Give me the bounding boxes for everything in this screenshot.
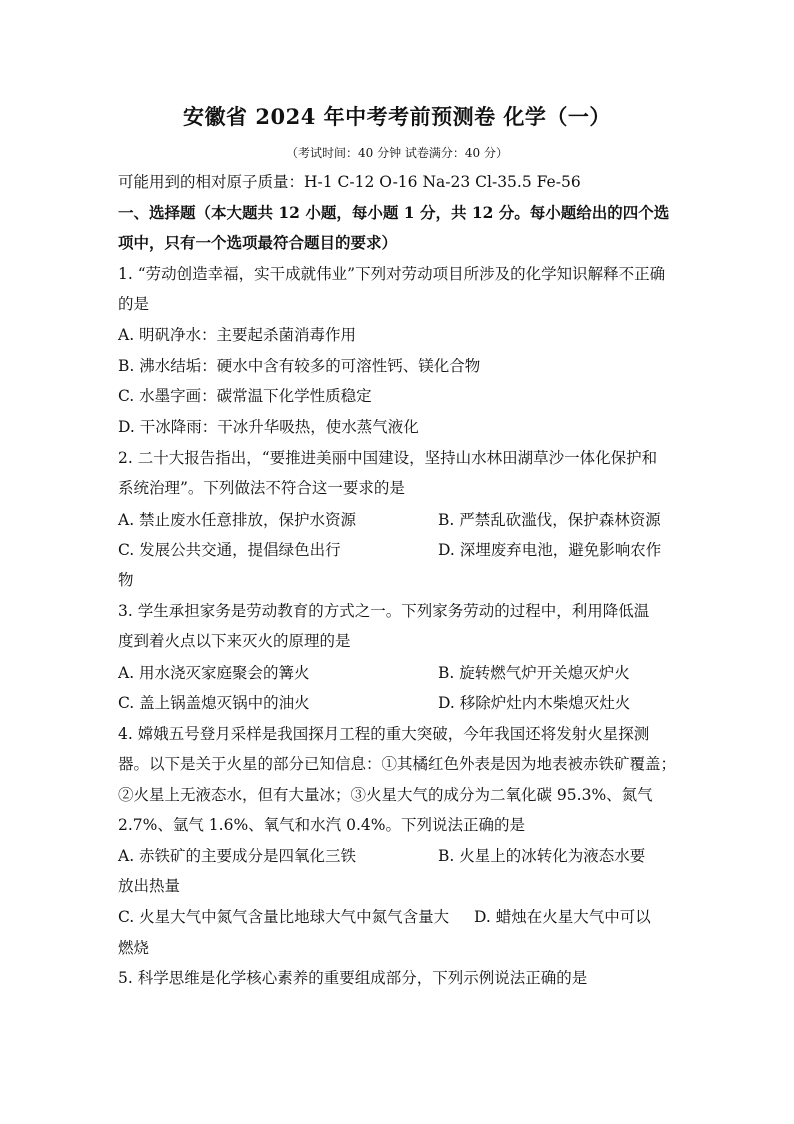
section-heading-line1: 一、选择题（本大题共 12 小题，每小题 1 分，共 12 分。每小题给出的四个选 [118,203,670,222]
q4-option-a: A. 赤铁矿的主要成分是四氧化三铁 [118,847,357,865]
q2-stem-line1: 2. 二十大报告指出，“要推进美丽中国建设，坚持山水林田湖草沙一体化保护和 [118,449,658,467]
q3-stem-line1: 3. 学生承担家务是劳动教育的方式之一。下列家务劳动的过程中，利用降低温 [118,602,650,620]
q4-stem-line1: 4. 嫦娥五号登月采样是我国探月工程的重大突破，今年我国还将发射火星探测 [118,725,650,743]
q1-option-b: B. 沸水结垢：硬水中含有较多的可溶性钙、镁化合物 [118,357,481,375]
q3-option-c: C. 盖上锅盖熄灭锅中的油火 [118,694,310,712]
section-heading-line2: 项中，只有一个选项最符合题目的要求） [118,233,398,252]
q4-stem-line4: 2.7%、氩气 1.6%、氧气和水汽 0.4%。下列说法正确的是 [118,816,525,834]
q2-stem-line2: 系统治理”。下列做法不符合这一要求的是 [118,479,405,497]
q4-stem-line3: ②火星上无液态水，但有大量冰；③火星大气的成分为二氧化碳 95.3%、氮气 [118,786,653,804]
q3-option-b: B. 旋转燃气炉开关熄灭炉火 [438,664,630,682]
q3-option-d: D. 移除炉灶内木柴熄灭灶火 [438,694,631,712]
q3-option-a: A. 用水浇灭家庭聚会的篝火 [118,664,310,682]
q2-option-a: A. 禁止废水任意排放，保护水资源 [118,511,357,529]
q4-option-b: B. 火星上的冰转化为液态水要 [438,847,646,865]
q4-option-d-cont: 燃烧 [118,939,150,957]
q1-option-c: C. 水墨字画：碳常温下化学性质稳定 [118,387,372,405]
q4-stem-line2: 器。以下是关于火星的部分已知信息：①其橘红色外表是因为地表被赤铁矿覆盖； [118,755,677,773]
q4-option-b-cont: 放出热量 [118,877,181,895]
page-title: 安徽省 2024 年中考考前预测卷 化学（一） [183,104,611,129]
q4-option-c: C. 火星大气中氮气含量比地球大气中氮气含量大 [118,908,450,926]
q2-option-c: C. 发展公共交通，提倡绿色出行 [118,541,341,559]
q1-stem-line1: 1. “劳动创造幸福，实干成就伟业”下列对劳动项目所涉及的化学知识解释不正确 [118,265,666,283]
atomic-masses: 可能用到的相对原子质量：H-1 C-12 O-16 Na-23 Cl-35.5 Fe-56 [118,173,581,191]
q1-option-d: D. 干冰降雨：干冰升华吸热，使水蒸气液化 [118,418,419,436]
q2-option-b: B. 严禁乱砍滥伐，保护森林资源 [438,511,661,529]
q3-stem-line2: 度到着火点以下来灭火的原理的是 [118,632,351,650]
q2-option-d-cont: 物 [118,571,134,589]
q1-option-a: A. 明矾净水：主要起杀菌消毒作用 [118,326,357,344]
q2-option-d: D. 深埋废弃电池，避免影响农作 [438,541,662,559]
q1-stem-line2: 的是 [118,295,150,313]
q5-stem-line1: 5. 科学思维是化学核心素养的重要组成部分，下列示例说法正确的是 [118,969,588,987]
exam-info: （考试时间：40 分钟 试卷满分：40 分） [286,146,508,160]
q4-option-d: D. 蜡烛在火星大气中可以 [474,908,651,926]
